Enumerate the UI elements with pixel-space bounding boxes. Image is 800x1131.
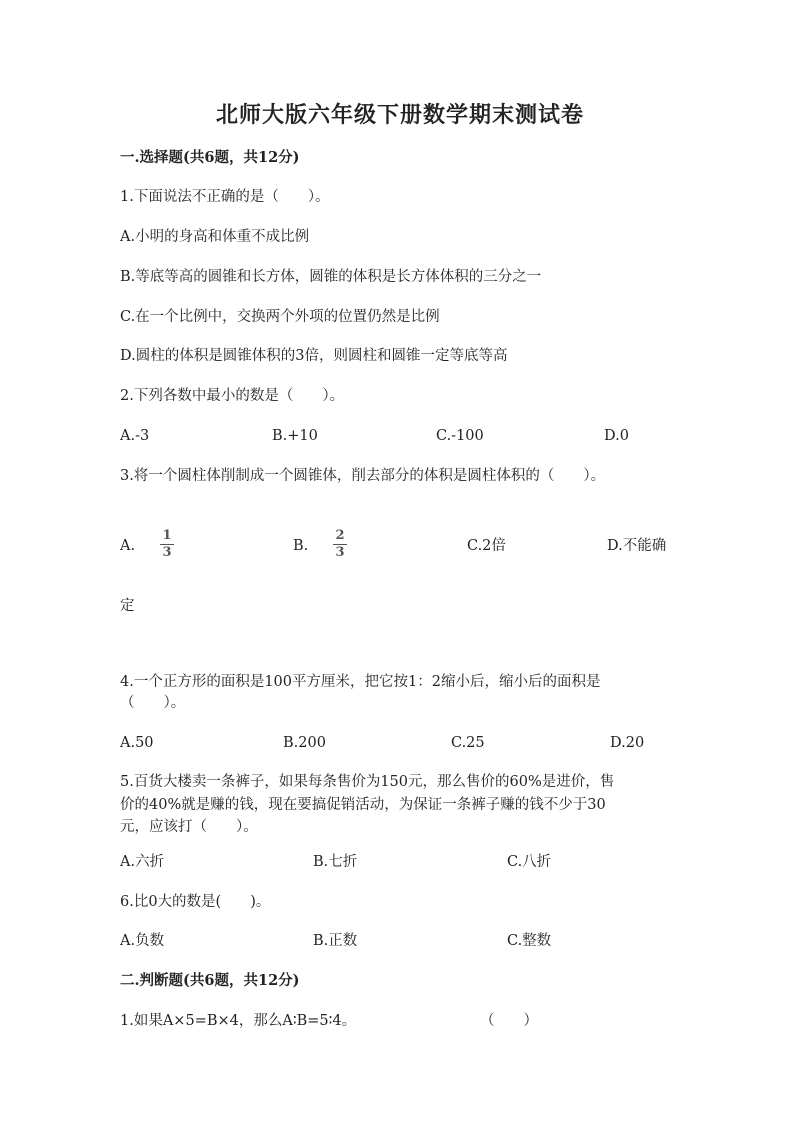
- question-4-stem-line1: 4.一个正方形的面积是100平方厘米，把它按1：2缩小后，缩小后的面积是: [120, 674, 601, 690]
- question-5-option-c: C.八折: [507, 854, 552, 870]
- question-3-option-d: D.不能确: [607, 538, 667, 554]
- section-heading-choice: 一.选择题(共6题，共12分): [120, 149, 300, 166]
- section-heading-judgement: 二.判断题(共6题，共12分): [120, 972, 300, 989]
- question-3-option-d-continued: 定: [120, 598, 135, 614]
- judgement-1-stem: 1.如果A×5=B×4，那么A∶B=5∶4。: [120, 1013, 357, 1029]
- fraction-numerator: 2: [335, 528, 345, 543]
- question-1-option-b: B.等底等高的圆锥和长方体，圆锥的体积是长方体体积的三分之一: [120, 269, 542, 285]
- question-2-option-d: D.0: [604, 428, 629, 444]
- question-2-option-a: A.-3: [120, 428, 150, 444]
- question-5-stem-line1: 5.百货大楼卖一条裤子，如果每条售价为150元，那么售价的60%是进价，售: [120, 774, 615, 790]
- fraction-denominator: 3: [162, 545, 172, 560]
- question-2-option-b: B.+10: [272, 428, 318, 444]
- question-4-stem-line2: （ ）。: [120, 695, 186, 711]
- question-4-option-a: A.50: [120, 735, 154, 751]
- question-1-option-a: A.小明的身高和体重不成比例: [120, 229, 310, 245]
- question-4-option-b: B.200: [283, 735, 326, 751]
- question-2-option-c: C.-100: [436, 428, 484, 444]
- fraction-numerator: 1: [162, 528, 172, 543]
- question-5-option-b: B.七折: [313, 854, 358, 870]
- question-3-option-c: C.2倍: [467, 538, 506, 554]
- question-3-stem: 3.将一个圆柱体削制成一个圆锥体，削去部分的体积是圆柱体积的（ ）。: [120, 468, 606, 484]
- question-1-option-c: C.在一个比例中，交换两个外项的位置仍然是比例: [120, 309, 440, 325]
- question-6-stem: 6.比0大的数是( )。: [120, 894, 271, 910]
- question-2-stem: 2.下列各数中最小的数是（ ）。: [120, 388, 345, 404]
- fraction-denominator: 3: [335, 545, 345, 560]
- question-4-option-c: C.25: [451, 735, 485, 751]
- question-3-option-a-label: A.: [120, 538, 136, 554]
- question-6-option-a: A.负数: [120, 933, 165, 949]
- question-3-option-b-fraction: [332, 529, 348, 560]
- question-5-stem-line3: 元，应该打（ ）。: [120, 819, 258, 835]
- question-5-option-a: A.六折: [120, 854, 165, 870]
- question-6-option-b: B.正数: [313, 933, 358, 949]
- question-6-option-c: C.整数: [507, 933, 552, 949]
- question-1-option-d: D.圆柱的体积是圆锥体积的3倍，则圆柱和圆锥一定等底等高: [120, 348, 508, 364]
- judgement-1-answer-blank[interactable]: （ ）: [480, 1013, 538, 1029]
- question-4-option-d: D.20: [610, 735, 645, 751]
- question-5-stem-line2: 价的40%就是赚的钱，现在要搞促销活动，为保证一条裤子赚的钱不少于30: [120, 797, 606, 813]
- question-3-option-b-label: B.: [293, 538, 309, 554]
- question-1-stem: 1.下面说法不正确的是（ ）。: [120, 189, 330, 205]
- page-title: 北师大版六年级下册数学期末测试卷: [215, 102, 584, 128]
- question-3-option-a-fraction: [159, 529, 175, 560]
